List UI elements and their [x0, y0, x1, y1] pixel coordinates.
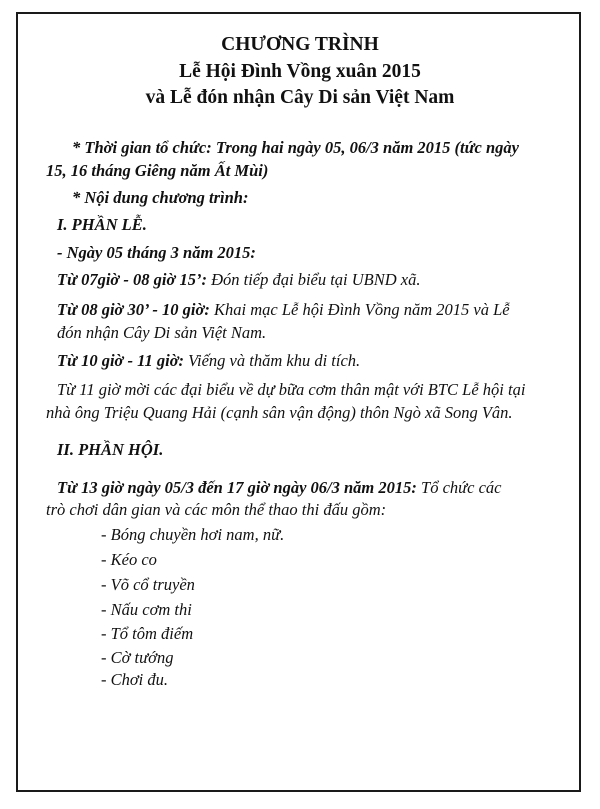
- schedule-text-2-cont: đón nhận Cây Di sản Việt Nam.: [57, 323, 267, 342]
- schedule-text-5-cont: trò chơi dân gian và các môn thể thao thi đấu gồm:: [46, 500, 387, 519]
- date-heading: - Ngày 05 tháng 3 năm 2015:: [57, 243, 256, 262]
- schedule-item-5: [57, 478, 502, 498]
- document-title: CHƯƠNG TRÌNH: [221, 34, 379, 55]
- game-item: - Chơi đu.: [101, 670, 169, 689]
- content-heading: * Nội dung chương trình:: [72, 188, 249, 207]
- schedule-item-3: [57, 351, 360, 371]
- schedule-time-5: Từ 13 giờ ngày 05/3 đến 17 giờ ngày 06/3 năm 2015:: [57, 478, 417, 497]
- festival-subtitle: và Lễ đón nhận Cây Di sản Việt Nam: [145, 87, 455, 108]
- schedule-time-1: Từ 07giờ - 08 giờ 15’:: [57, 270, 207, 289]
- game-item: - Nấu cơm thi: [101, 600, 192, 619]
- game-item: - Võ cổ truyền: [101, 575, 195, 594]
- game-item: - Kéo co: [101, 550, 157, 569]
- game-item: - Tổ tôm điếm: [101, 624, 194, 643]
- schedule-item-1: [57, 270, 421, 290]
- schedule-item-4-line-1: Từ 11 giờ mời các đại biểu về dự bữa cơm thân mật với BTC Lễ hội tại: [57, 380, 526, 399]
- schedule-time-2: Từ 08 giờ 30’ - 10 giờ:: [57, 300, 210, 319]
- game-item: - Cờ tướng: [101, 648, 174, 667]
- schedule-time-3: Từ 10 giờ - 11 giờ:: [57, 351, 185, 370]
- schedule-text-2: Khai mạc Lễ hội Đình Vồng năm 2015 và Lễ: [209, 300, 510, 319]
- game-item: - Bóng chuyền hơi nam, nữ.: [101, 525, 285, 544]
- section-heading-rites: I. PHẦN LỄ.: [57, 215, 147, 234]
- schedule-item-4-line-2: nhà ông Triệu Quang Hải (cạnh sân vận động) thôn Ngò xã Song Vân.: [46, 403, 513, 422]
- schedule-text-3: Viếng và thăm khu di tích.: [184, 351, 361, 370]
- time-line-1: * Thời gian tổ chức: Trong hai ngày 05, 06/3 năm 2015 (tức ngày: [72, 138, 519, 157]
- schedule-item-2: [57, 300, 510, 320]
- festival-title: Lễ Hội Đình Vồng xuân 2015: [179, 61, 421, 82]
- section-heading-festival: II. PHẦN HỘI.: [57, 440, 164, 459]
- time-line-2: 15, 16 tháng Giêng năm Ất Mùi): [46, 161, 269, 180]
- schedule-text-1: Đón tiếp đại biểu tại UBND xã.: [206, 270, 421, 289]
- schedule-text-5: Tổ chức các: [416, 478, 502, 497]
